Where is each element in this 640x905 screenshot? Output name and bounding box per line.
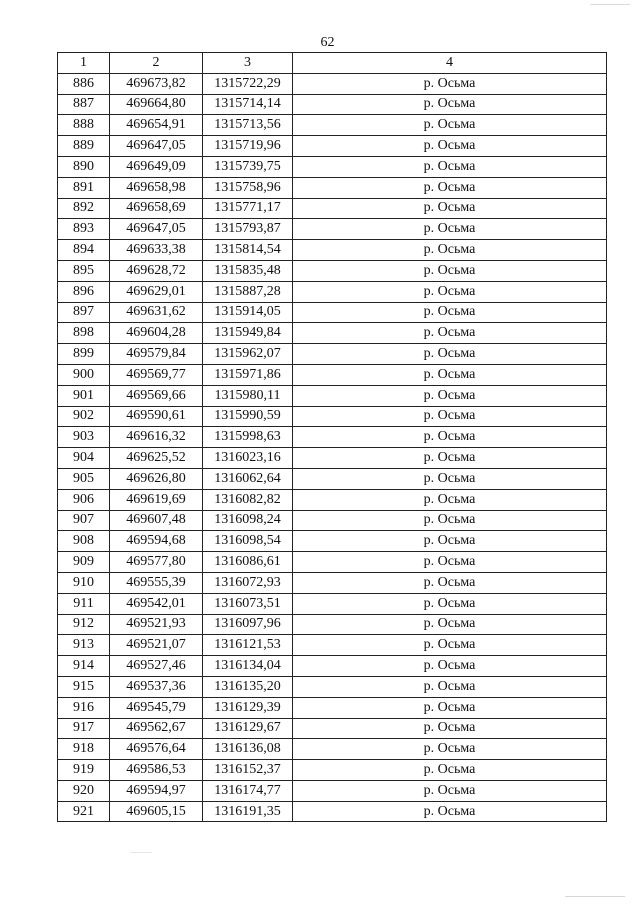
- cell-point-number: 918: [58, 739, 110, 760]
- cell-point-number: 914: [58, 656, 110, 677]
- cell-point-number: 911: [58, 593, 110, 614]
- cell-y-coordinate: 1316136,08: [203, 739, 293, 760]
- cell-y-coordinate: 1316082,82: [203, 489, 293, 510]
- cell-point-number: 890: [58, 156, 110, 177]
- table-row: [58, 510, 607, 531]
- cell-x-coordinate: 469629,01: [110, 281, 203, 302]
- cell-point-number: 893: [58, 219, 110, 240]
- cell-x-coordinate: 469590,61: [110, 406, 203, 427]
- cell-x-coordinate: 469555,39: [110, 572, 203, 593]
- cell-y-coordinate: 1315962,07: [203, 344, 293, 365]
- cell-x-coordinate: 469594,68: [110, 531, 203, 552]
- column-header-y: 3: [203, 53, 293, 74]
- scan-mark: [590, 4, 630, 5]
- table-header-row: [58, 53, 607, 74]
- cell-description: р. Осьма: [293, 801, 607, 822]
- cell-description: р. Осьма: [293, 780, 607, 801]
- cell-description: р. Осьма: [293, 718, 607, 739]
- coordinates-table: [57, 52, 607, 822]
- table-row: [58, 656, 607, 677]
- cell-x-coordinate: 469673,82: [110, 73, 203, 94]
- cell-description: р. Осьма: [293, 739, 607, 760]
- cell-point-number: 920: [58, 780, 110, 801]
- table-row: [58, 73, 607, 94]
- cell-description: р. Осьма: [293, 364, 607, 385]
- cell-y-coordinate: 1316191,35: [203, 801, 293, 822]
- cell-description: р. Осьма: [293, 531, 607, 552]
- cell-x-coordinate: 469579,84: [110, 344, 203, 365]
- cell-y-coordinate: 1315949,84: [203, 323, 293, 344]
- cell-y-coordinate: 1315793,87: [203, 219, 293, 240]
- cell-point-number: 900: [58, 364, 110, 385]
- cell-y-coordinate: 1315758,96: [203, 177, 293, 198]
- table-row: [58, 697, 607, 718]
- table-row: [58, 385, 607, 406]
- cell-y-coordinate: 1316129,67: [203, 718, 293, 739]
- cell-point-number: 891: [58, 177, 110, 198]
- cell-y-coordinate: 1315990,59: [203, 406, 293, 427]
- cell-point-number: 894: [58, 240, 110, 261]
- table-row: [58, 676, 607, 697]
- cell-description: р. Осьма: [293, 760, 607, 781]
- cell-y-coordinate: 1315814,54: [203, 240, 293, 261]
- table-row: [58, 468, 607, 489]
- cell-description: р. Осьма: [293, 593, 607, 614]
- cell-x-coordinate: 469577,80: [110, 552, 203, 573]
- cell-point-number: 919: [58, 760, 110, 781]
- page-number: 62: [320, 35, 335, 50]
- cell-x-coordinate: 469521,93: [110, 614, 203, 635]
- cell-point-number: 905: [58, 468, 110, 489]
- cell-y-coordinate: 1316086,61: [203, 552, 293, 573]
- cell-description: р. Осьма: [293, 323, 607, 344]
- cell-point-number: 909: [58, 552, 110, 573]
- cell-x-coordinate: 469545,79: [110, 697, 203, 718]
- table-row: [58, 760, 607, 781]
- cell-description: р. Осьма: [293, 177, 607, 198]
- cell-point-number: 889: [58, 136, 110, 157]
- column-header-description: 4: [293, 53, 607, 74]
- cell-x-coordinate: 469562,67: [110, 718, 203, 739]
- cell-y-coordinate: 1316098,54: [203, 531, 293, 552]
- table-row: [58, 94, 607, 115]
- table-row: [58, 323, 607, 344]
- table-row: [58, 780, 607, 801]
- cell-x-coordinate: 469586,53: [110, 760, 203, 781]
- cell-description: р. Осьма: [293, 572, 607, 593]
- cell-y-coordinate: 1316062,64: [203, 468, 293, 489]
- table-row: [58, 344, 607, 365]
- cell-y-coordinate: 1315722,29: [203, 73, 293, 94]
- cell-description: р. Осьма: [293, 136, 607, 157]
- cell-point-number: 903: [58, 427, 110, 448]
- table-row: [58, 552, 607, 573]
- cell-point-number: 899: [58, 344, 110, 365]
- table-row: [58, 260, 607, 281]
- cell-y-coordinate: 1316072,93: [203, 572, 293, 593]
- cell-y-coordinate: 1316098,24: [203, 510, 293, 531]
- cell-y-coordinate: 1315835,48: [203, 260, 293, 281]
- cell-x-coordinate: 469605,15: [110, 801, 203, 822]
- cell-description: р. Осьма: [293, 73, 607, 94]
- cell-x-coordinate: 469628,72: [110, 260, 203, 281]
- cell-description: р. Осьма: [293, 219, 607, 240]
- table-row: [58, 739, 607, 760]
- table-row: [58, 593, 607, 614]
- table-row: [58, 136, 607, 157]
- table-row: [58, 614, 607, 635]
- cell-description: р. Осьма: [293, 468, 607, 489]
- cell-x-coordinate: 469569,77: [110, 364, 203, 385]
- cell-point-number: 907: [58, 510, 110, 531]
- table-row: [58, 427, 607, 448]
- scan-mark: [565, 896, 625, 897]
- cell-description: р. Осьма: [293, 281, 607, 302]
- cell-description: р. Осьма: [293, 385, 607, 406]
- cell-description: р. Осьма: [293, 552, 607, 573]
- cell-point-number: 908: [58, 531, 110, 552]
- column-header-number: 1: [58, 53, 110, 74]
- cell-y-coordinate: 1316152,37: [203, 760, 293, 781]
- cell-point-number: 887: [58, 94, 110, 115]
- table-row: [58, 635, 607, 656]
- cell-description: р. Осьма: [293, 156, 607, 177]
- cell-y-coordinate: 1315998,63: [203, 427, 293, 448]
- cell-x-coordinate: 469664,80: [110, 94, 203, 115]
- cell-point-number: 895: [58, 260, 110, 281]
- table-body: [58, 73, 607, 822]
- cell-x-coordinate: 469626,80: [110, 468, 203, 489]
- table-row: [58, 219, 607, 240]
- table-row: [58, 281, 607, 302]
- cell-point-number: 921: [58, 801, 110, 822]
- cell-description: р. Осьма: [293, 260, 607, 281]
- cell-point-number: 915: [58, 676, 110, 697]
- table-row: [58, 364, 607, 385]
- cell-y-coordinate: 1315739,75: [203, 156, 293, 177]
- cell-x-coordinate: 469625,52: [110, 448, 203, 469]
- cell-point-number: 892: [58, 198, 110, 219]
- cell-description: р. Осьма: [293, 240, 607, 261]
- cell-y-coordinate: 1315714,14: [203, 94, 293, 115]
- cell-x-coordinate: 469527,46: [110, 656, 203, 677]
- cell-x-coordinate: 469619,69: [110, 489, 203, 510]
- cell-x-coordinate: 469633,38: [110, 240, 203, 261]
- cell-description: р. Осьма: [293, 406, 607, 427]
- cell-description: р. Осьма: [293, 427, 607, 448]
- cell-x-coordinate: 469647,05: [110, 136, 203, 157]
- cell-point-number: 916: [58, 697, 110, 718]
- cell-point-number: 906: [58, 489, 110, 510]
- cell-y-coordinate: 1315771,17: [203, 198, 293, 219]
- cell-description: р. Осьма: [293, 676, 607, 697]
- cell-description: р. Осьма: [293, 94, 607, 115]
- table-row: [58, 406, 607, 427]
- cell-y-coordinate: 1315914,05: [203, 302, 293, 323]
- cell-x-coordinate: 469658,98: [110, 177, 203, 198]
- table-row: [58, 115, 607, 136]
- cell-point-number: 898: [58, 323, 110, 344]
- cell-point-number: 902: [58, 406, 110, 427]
- cell-y-coordinate: 1316023,16: [203, 448, 293, 469]
- cell-description: р. Осьма: [293, 344, 607, 365]
- cell-x-coordinate: 469521,07: [110, 635, 203, 656]
- cell-point-number: 901: [58, 385, 110, 406]
- cell-y-coordinate: 1316134,04: [203, 656, 293, 677]
- cell-x-coordinate: 469616,32: [110, 427, 203, 448]
- cell-x-coordinate: 469576,64: [110, 739, 203, 760]
- cell-description: р. Осьма: [293, 302, 607, 323]
- table-row: [58, 489, 607, 510]
- cell-description: р. Осьма: [293, 198, 607, 219]
- cell-point-number: 910: [58, 572, 110, 593]
- table-row: [58, 198, 607, 219]
- cell-description: р. Осьма: [293, 614, 607, 635]
- cell-point-number: 897: [58, 302, 110, 323]
- cell-x-coordinate: 469607,48: [110, 510, 203, 531]
- cell-point-number: 886: [58, 73, 110, 94]
- table-row: [58, 531, 607, 552]
- cell-description: р. Осьма: [293, 489, 607, 510]
- scan-mark: [130, 852, 152, 853]
- cell-x-coordinate: 469569,66: [110, 385, 203, 406]
- cell-x-coordinate: 469658,69: [110, 198, 203, 219]
- table-row: [58, 177, 607, 198]
- table-row: [58, 572, 607, 593]
- cell-x-coordinate: 469542,01: [110, 593, 203, 614]
- cell-y-coordinate: 1316121,53: [203, 635, 293, 656]
- cell-y-coordinate: 1315980,11: [203, 385, 293, 406]
- cell-point-number: 896: [58, 281, 110, 302]
- cell-y-coordinate: 1316129,39: [203, 697, 293, 718]
- cell-description: р. Осьма: [293, 510, 607, 531]
- cell-point-number: 912: [58, 614, 110, 635]
- cell-point-number: 917: [58, 718, 110, 739]
- cell-y-coordinate: 1316135,20: [203, 676, 293, 697]
- cell-y-coordinate: 1315971,86: [203, 364, 293, 385]
- cell-point-number: 913: [58, 635, 110, 656]
- cell-y-coordinate: 1315719,96: [203, 136, 293, 157]
- cell-x-coordinate: 469654,91: [110, 115, 203, 136]
- cell-x-coordinate: 469649,09: [110, 156, 203, 177]
- cell-description: р. Осьма: [293, 697, 607, 718]
- cell-y-coordinate: 1316097,96: [203, 614, 293, 635]
- table-row: [58, 240, 607, 261]
- table-row: [58, 302, 607, 323]
- column-header-x: 2: [110, 53, 203, 74]
- table-row: [58, 801, 607, 822]
- cell-x-coordinate: 469604,28: [110, 323, 203, 344]
- cell-x-coordinate: 469537,36: [110, 676, 203, 697]
- cell-description: р. Осьма: [293, 448, 607, 469]
- cell-description: р. Осьма: [293, 115, 607, 136]
- cell-x-coordinate: 469594,97: [110, 780, 203, 801]
- cell-y-coordinate: 1316174,77: [203, 780, 293, 801]
- cell-y-coordinate: 1315713,56: [203, 115, 293, 136]
- cell-point-number: 888: [58, 115, 110, 136]
- table-row: [58, 718, 607, 739]
- cell-description: р. Осьма: [293, 635, 607, 656]
- cell-x-coordinate: 469631,62: [110, 302, 203, 323]
- cell-point-number: 904: [58, 448, 110, 469]
- cell-description: р. Осьма: [293, 656, 607, 677]
- cell-y-coordinate: 1315887,28: [203, 281, 293, 302]
- table-row: [58, 156, 607, 177]
- table-row: [58, 448, 607, 469]
- cell-y-coordinate: 1316073,51: [203, 593, 293, 614]
- cell-x-coordinate: 469647,05: [110, 219, 203, 240]
